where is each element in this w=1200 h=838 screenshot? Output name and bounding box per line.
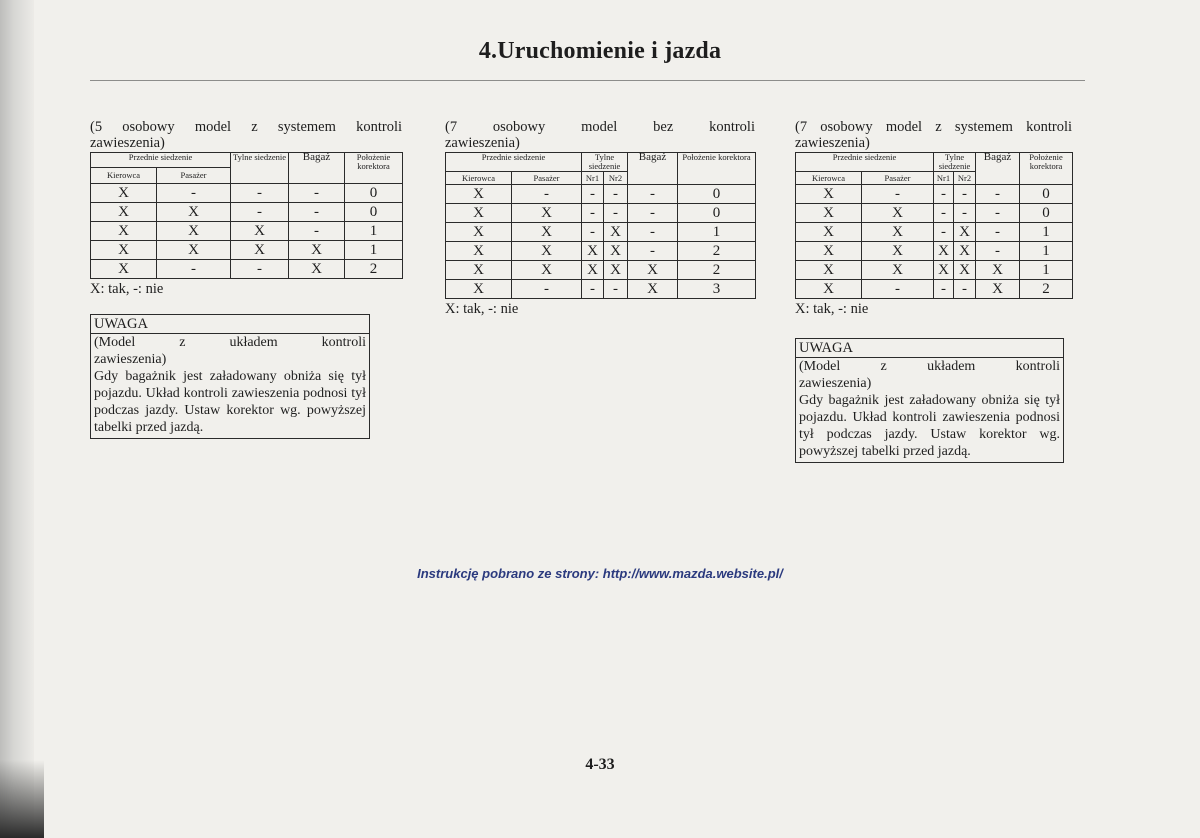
table-cell: X	[604, 242, 628, 261]
table-row	[796, 261, 1073, 280]
table-cell: -	[604, 185, 628, 204]
note2-heading: UWAGA	[796, 339, 1063, 358]
table-cell: -	[604, 280, 628, 299]
table-cell: -	[231, 203, 289, 222]
table-cell: -	[289, 222, 345, 241]
table-row	[91, 260, 403, 279]
table-row	[91, 184, 403, 203]
table2-legend: X: tak, -: nie	[445, 301, 519, 317]
table-row	[446, 242, 756, 261]
table-row	[446, 185, 756, 204]
table-cell: -	[157, 184, 231, 203]
table-cell: X	[862, 261, 934, 280]
table3-header-rear2: Nr2	[954, 172, 976, 185]
table-cell: -	[862, 280, 934, 299]
table-cell: -	[976, 223, 1020, 242]
table-cell: 2	[345, 260, 403, 279]
page-number: 4-33	[585, 756, 615, 773]
table-cell: -	[954, 280, 976, 299]
table-cell: X	[862, 204, 934, 223]
table-cell: X	[796, 204, 862, 223]
table-cell: -	[628, 185, 678, 204]
table3-legend: X: tak, -: nie	[795, 301, 869, 317]
table-cell: X	[582, 261, 604, 280]
table3-header-rear1: Nr1	[934, 172, 954, 185]
table2-header-rear1: Nr1	[582, 172, 604, 185]
table-cell: 1	[345, 222, 403, 241]
table2-header-rear-seats: Tylne siedzenie	[582, 153, 628, 172]
table-cell: -	[289, 184, 345, 203]
table-cell: 1	[1020, 261, 1073, 280]
table-row	[446, 280, 756, 299]
table-cell: 0	[345, 203, 403, 222]
table2-caption-line2: zawieszenia)	[445, 135, 520, 151]
table-cell: -	[582, 280, 604, 299]
table-cell: 0	[1020, 185, 1073, 204]
table-cell: -	[862, 185, 934, 204]
note2-text: Gdy bagażnik jest załadowany obniża się tył pojazdu. Układ kontroli zawieszenia podnosi tył podczas jazdy. Ustaw korektor wg. powyższej tabelki przed jazdą.	[799, 393, 1060, 459]
table-cell: X	[604, 223, 628, 242]
table1-caption-line1: (5 osobowy model z systemem kontroli	[90, 119, 402, 135]
table2-header-rear2: Nr2	[604, 172, 628, 185]
note1-line2: zawieszenia)	[94, 352, 167, 367]
table3	[795, 152, 1073, 299]
table-cell: X	[628, 280, 678, 299]
title-divider	[90, 80, 1085, 81]
table-row	[796, 280, 1073, 299]
table-cell: X	[289, 260, 345, 279]
table-cell: -	[582, 223, 604, 242]
table1	[90, 152, 403, 279]
table-cell: -	[628, 242, 678, 261]
table-cell: -	[231, 260, 289, 279]
table-cell: -	[628, 204, 678, 223]
table-cell: 0	[1020, 204, 1073, 223]
table2-header-driver: Kierowca	[446, 172, 512, 185]
table2-caption-line1: (7 osobowy model bez kontroli	[445, 119, 755, 135]
table-cell: 0	[678, 185, 756, 204]
table-cell: X	[91, 203, 157, 222]
table-cell: 1	[1020, 242, 1073, 261]
note1-line1: (Model z układem kontroli	[94, 335, 366, 350]
table-row	[796, 242, 1073, 261]
table-cell: -	[976, 242, 1020, 261]
table3-caption-line1: (7 osobowy model z systemem kontroli	[795, 119, 1072, 135]
table-cell: 2	[1020, 280, 1073, 299]
source-url-note: Instrukcję pobrano ze strony: http://www.mazda.website.pl/	[417, 566, 783, 581]
table-cell: 2	[678, 261, 756, 280]
table-cell: X	[512, 204, 582, 223]
table-cell: X	[91, 260, 157, 279]
table-cell: -	[582, 185, 604, 204]
table-cell: X	[954, 261, 976, 280]
table-cell: -	[231, 184, 289, 203]
table-row	[796, 185, 1073, 204]
table2-header-corrector: Położenie korektora	[678, 153, 756, 185]
note2-line1: (Model z układem kontroli	[799, 359, 1060, 374]
table3-header-passenger: Pasażer	[862, 172, 934, 185]
table-row	[796, 204, 1073, 223]
table-cell: X	[954, 242, 976, 261]
table-cell: X	[954, 223, 976, 242]
table1-header-passenger: Pasażer	[157, 168, 231, 184]
table3-header-corrector: Położenie korektora	[1020, 153, 1073, 185]
table-cell: -	[976, 204, 1020, 223]
table-cell: 2	[678, 242, 756, 261]
table-cell: 1	[678, 223, 756, 242]
table-cell: X	[796, 280, 862, 299]
table-cell: 0	[678, 204, 756, 223]
table-cell: X	[862, 242, 934, 261]
table-cell: X	[446, 185, 512, 204]
table1-header-front-seats: Przednie siedzenie	[91, 153, 231, 168]
table2-section	[445, 119, 755, 318]
table-cell: X	[796, 242, 862, 261]
table-cell: X	[512, 223, 582, 242]
table-cell: 1	[345, 241, 403, 260]
table-cell: -	[604, 204, 628, 223]
table-cell: X	[628, 261, 678, 280]
table-cell: X	[796, 223, 862, 242]
table3-header-luggage: Bagaż	[976, 153, 1020, 185]
table-cell: X	[934, 242, 954, 261]
table2-header-passenger: Pasażer	[512, 172, 582, 185]
table1-header-driver: Kierowca	[91, 168, 157, 184]
table-cell: X	[446, 242, 512, 261]
table1-header-luggage: Bagaż	[289, 153, 345, 184]
table-cell: X	[512, 261, 582, 280]
table-cell: X	[582, 242, 604, 261]
page-title: 4.Uruchomienie i jazda	[478, 38, 722, 64]
table-row	[446, 204, 756, 223]
note1-heading: UWAGA	[91, 315, 369, 334]
table-cell: -	[157, 260, 231, 279]
table-cell: -	[934, 185, 954, 204]
table-cell: X	[446, 223, 512, 242]
table-cell: X	[157, 222, 231, 241]
table-cell: -	[934, 204, 954, 223]
note2-box	[795, 338, 1064, 463]
table-cell: 1	[1020, 223, 1073, 242]
table-row	[91, 241, 403, 260]
table-cell: X	[976, 280, 1020, 299]
table3-section	[795, 119, 1072, 463]
note1-box	[90, 314, 370, 439]
table-cell: -	[512, 280, 582, 299]
table3-body	[796, 185, 1073, 299]
table-row	[446, 223, 756, 242]
table-cell: -	[934, 280, 954, 299]
table-cell: -	[934, 223, 954, 242]
table-cell: -	[976, 185, 1020, 204]
table2	[445, 152, 756, 299]
table-cell: 3	[678, 280, 756, 299]
table1-legend: X: tak, -: nie	[90, 281, 164, 297]
table1-header-rear-seats: Tylne siedzenie	[231, 153, 289, 184]
table-cell: X	[446, 204, 512, 223]
table1-body	[91, 184, 403, 279]
table-cell: X	[976, 261, 1020, 280]
table-cell: X	[157, 203, 231, 222]
table-cell: X	[862, 223, 934, 242]
table-cell: X	[796, 261, 862, 280]
table-cell: X	[796, 185, 862, 204]
table-cell: -	[628, 223, 678, 242]
table3-caption-line2: zawieszenia)	[795, 135, 870, 151]
table3-header-front-seats: Przednie siedzenie	[796, 153, 934, 172]
note1-text: Gdy bagażnik jest załadowany obniża się tył pojazdu. Układ kontroli zawieszenia podnosi tył podczas jazdy. Ustaw korektor wg. powyższej tabelki przed jazdą.	[94, 369, 366, 435]
table-cell: X	[446, 261, 512, 280]
table-cell: 0	[345, 184, 403, 203]
table2-body	[446, 185, 756, 299]
table3-header-driver: Kierowca	[796, 172, 862, 185]
table-cell: X	[231, 222, 289, 241]
table-cell: X	[289, 241, 345, 260]
book-spine-shadow	[0, 0, 34, 838]
table-cell: -	[954, 185, 976, 204]
table-row	[446, 261, 756, 280]
table2-header-front-seats: Przednie siedzenie	[446, 153, 582, 172]
table-cell: -	[954, 204, 976, 223]
table-cell: -	[289, 203, 345, 222]
table-cell: -	[512, 185, 582, 204]
table-cell: -	[582, 204, 604, 223]
table2-header-luggage: Bagaż	[628, 153, 678, 185]
table1-caption-line2: zawieszenia)	[90, 135, 165, 151]
table-cell: X	[91, 241, 157, 260]
table-row	[796, 223, 1073, 242]
note2-line2: zawieszenia)	[799, 376, 872, 391]
table-row	[91, 203, 403, 222]
table-row	[91, 222, 403, 241]
table-cell: X	[934, 261, 954, 280]
table-cell: X	[91, 184, 157, 203]
table3-header-rear-seats: Tylne siedzenie	[934, 153, 976, 172]
table-cell: X	[446, 280, 512, 299]
table1-header-corrector: Położenie korektora	[345, 153, 403, 184]
table-cell: X	[157, 241, 231, 260]
table-cell: X	[604, 261, 628, 280]
table-cell: X	[231, 241, 289, 260]
table1-section	[90, 119, 402, 439]
table-cell: X	[512, 242, 582, 261]
table-cell: X	[91, 222, 157, 241]
